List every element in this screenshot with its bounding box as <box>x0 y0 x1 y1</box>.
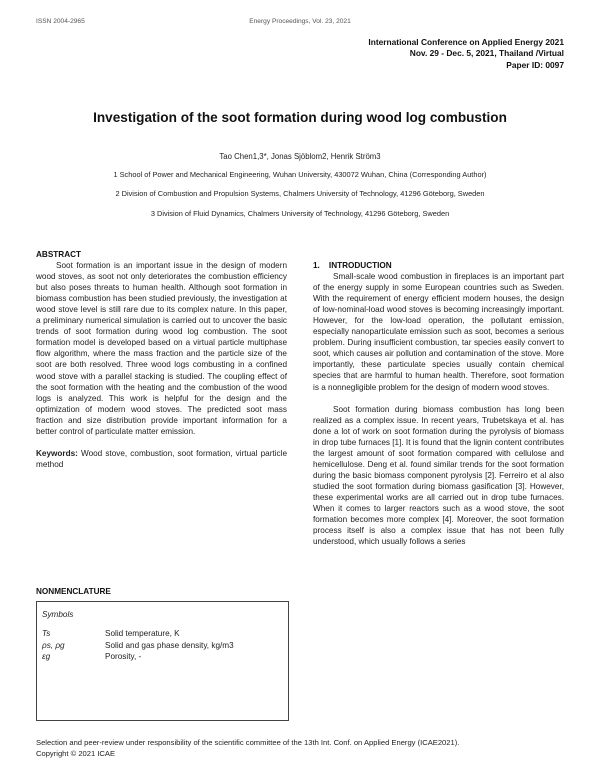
keywords <box>36 448 287 470</box>
affiliation-1: 1 School of Power and Mechanical Engineering, Wuhan University, 430072 Wuhan, China (Corresponding Author) <box>113 170 487 179</box>
intro-paragraph-2: Soot formation during biomass combustion has long been realized as a complex issue. In recent years, Trubetskaya et al. has done a lot of work on soot formation during the pyrolysis of biomass in drop tube furnaces [1]. It is found that the lignin content contributes the largest amount of soot formation compared with cellulose and hemicellulose. Deng et al. found similar trends for the soot formation during the basic biomass component pyrolysis [2]. Ferreiro et al also studied the soot formation during biomass gasification [3]. However, these experimental works are all carried out in drop tube furnaces. When it comes to larger reactors such as a wood stove, the soot formation becomes more complex [4]. Moreover, the soot formation process itself is also a complex issue that has not been fully understood, which usually follows a series <box>313 404 564 547</box>
journal-header: Energy Proceedings, Vol. 23, 2021 <box>249 18 351 25</box>
nomenclature-heading: NONMENCLATURE <box>36 587 111 596</box>
symbol-rho: ρs, ρg <box>42 641 65 650</box>
abstract-heading: ABSTRACT <box>36 250 82 259</box>
intro-paragraph-1: Small-scale wood combustion in fireplaces is an important part of the energy supply in some European countries such as Sweden. With the requirement of energy efficient modern houses, the design of low-nominal-load wood stoves is becoming increasingly important. However, for the low-load operation, the pollutant emission, especially nanoparticulate emission such as soot, becomes a serious problem. During insufficient combustion, tar species easily convert to soot, which causes air pollution and contamination of the stove. More importantly, these particulate species usually contain chemical species that are harmful to human health. Therefore, soot formation is a nonnegligible problem for the design of modern wood stoves. <box>313 272 564 392</box>
symbol-rho-desc: Solid and gas phase density, kg/m3 <box>105 641 234 650</box>
symbols-label: Symbols <box>42 610 74 619</box>
left-column <box>36 249 287 470</box>
authors: Tao Chen1,3*, Jonas Sjöblom2, Henrik Ström3 <box>219 152 381 161</box>
abstract-text: Soot formation is an important issue in the design of modern wood stoves, as soot not only deteriorates the combustion efficiency but also poses threats to human health. Although soot formation in biomass combustion has been studied previously, the investigation at wood stove level is still rare due to its complex nature. In this paper, a preliminary numerical simulation is carried out to uncover the basic trends of soot formation during wood log combustion. The soot formation model is developed based on a virtual particle multiphase flow algorithm, where the mass fraction and the particle size of the soot are both resolved. Three wood logs combusting in a confined wood stove with a parallel stacking is studied. The coupling effect of the soot formation with the heating and the combustion of the wood logs is analyzed. This work is helpful for the design and the optimization of modern wood stoves. The predicted soot mass fraction and size distribution provide important information for a better control of particulate matter emission. <box>36 261 287 436</box>
right-column <box>313 260 564 547</box>
affiliation-3: 3 Division of Fluid Dynamics, Chalmers University of Technology, 41296 Göteborg, Sweden <box>150 209 450 218</box>
keywords-label: Keywords: <box>36 448 78 458</box>
introduction-heading: 1. INTRODUCTION <box>313 261 392 270</box>
conference-name: International Conference on Applied Energy 2021 <box>368 37 564 47</box>
paper-id: Paper ID: 0097 <box>506 59 564 70</box>
nomenclature-table <box>36 601 289 721</box>
conference-dates: Nov. 29 - Dec. 5, 2021, Thailand /Virtual <box>409 48 564 59</box>
keywords-text: Wood stove, combustion, soot formation, virtual particle method <box>36 448 287 469</box>
footer-line-1: Selection and peer-review under responsibility of the scientific committee of the 13th Int. Conf. on Applied Energy (ICAE2021). <box>36 738 460 747</box>
footer <box>36 737 459 759</box>
symbol-eps-desc: Porosity, - <box>105 652 142 661</box>
issn: ISSN 2004-2965 <box>36 18 85 25</box>
affiliation-2: 2 Division of Combustion and Propulsion Systems, Chalmers University of Technology, 41296 Göteborg, Sweden <box>115 189 485 198</box>
paper-title: Investigation of the soot formation during wood log combustion <box>93 110 507 125</box>
footer-line-2: Copyright © 2021 ICAE <box>36 749 116 758</box>
conference-block <box>368 37 564 71</box>
symbol-ts: Ts <box>42 629 51 638</box>
symbol-eps: εg <box>42 652 51 661</box>
symbol-ts-desc: Solid temperature, K <box>105 629 180 638</box>
